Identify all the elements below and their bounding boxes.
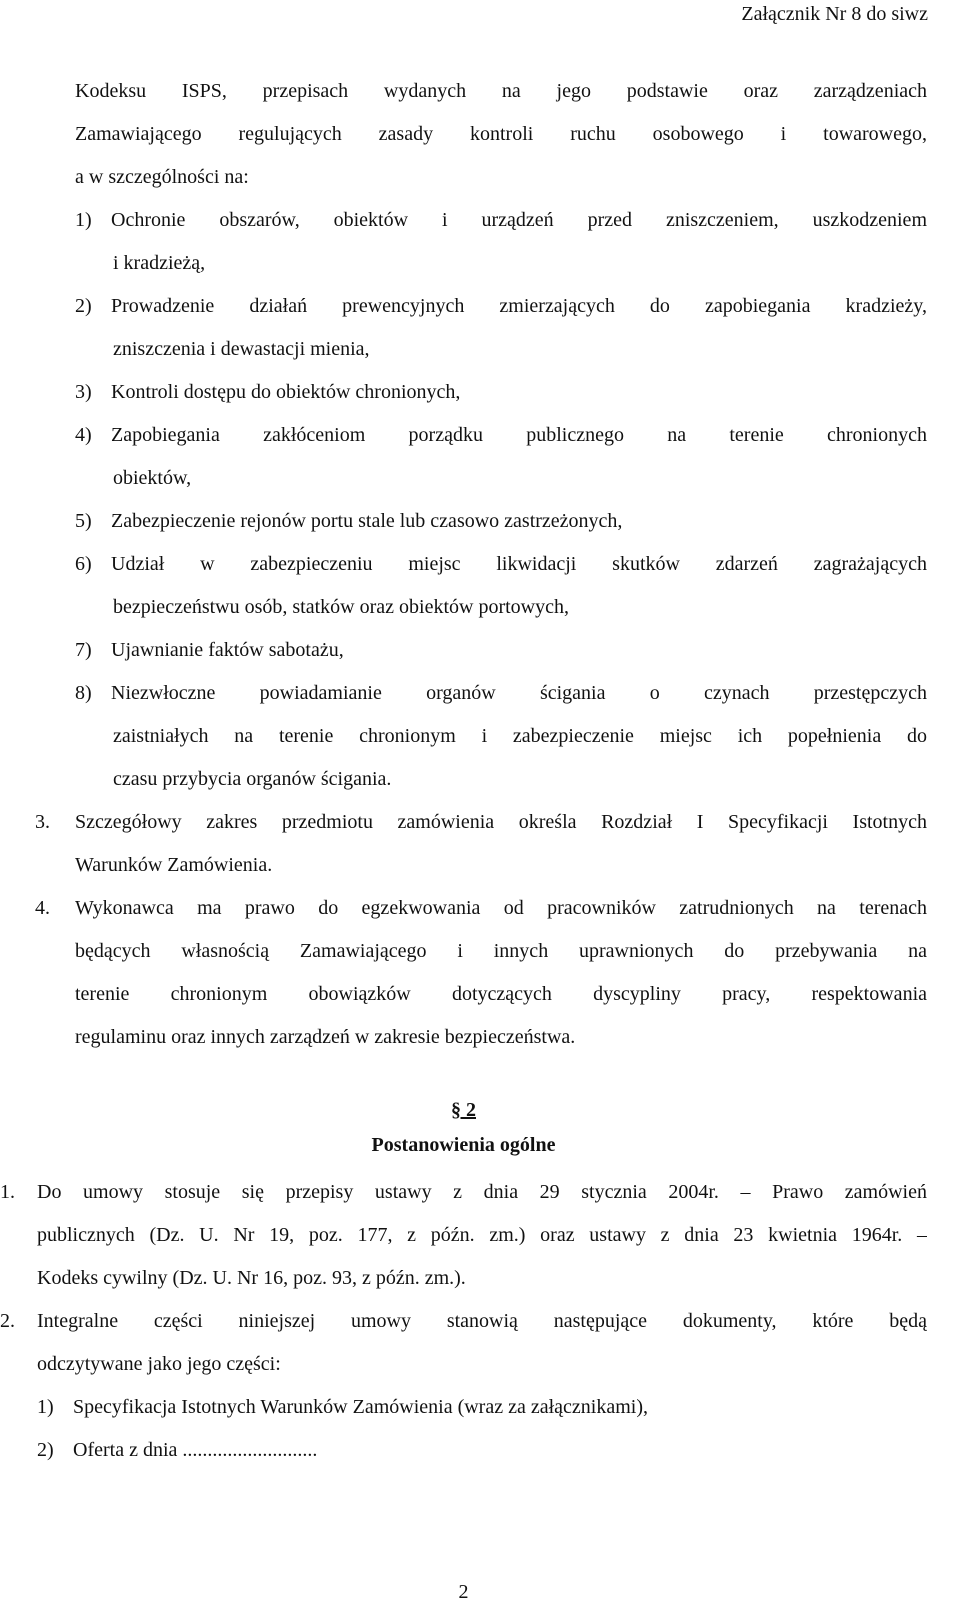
paragraph-continuation: Warunków Zamówienia. (75, 854, 273, 876)
duty-text: Prowadzenie działań prewencyjnych zmierzających do zapobiegania kradzieży, (111, 295, 927, 317)
duty-number: 6) (75, 553, 92, 575)
duty-item-2 (75, 285, 927, 328)
section-number: § 2 (451, 1099, 476, 1121)
paragraph-3 (35, 801, 927, 844)
section-spacer (0, 1059, 960, 1093)
duty-item-7 (75, 629, 927, 672)
intro-line-1: Kodeksu ISPS, przepisach wydanych na jego podstawie oraz zarządzeniach (75, 80, 927, 102)
paragraph-text: Wykonawca ma prawo do egzekwowania od pracowników zatrudnionych na terenach (75, 897, 927, 919)
general-text: Integralne części niniejszej umowy stanowią następujące dokumenty, które będą (37, 1310, 927, 1332)
duty-text: Udział w zabezpieczeniu miejsc likwidacji skutków zdarzeń zagrażających (111, 553, 927, 575)
duty-number: 1) (75, 209, 92, 231)
paragraph-number: 4. (35, 897, 50, 919)
duty-text: Ujawnianie faktów sabotażu, (111, 639, 344, 661)
intro-line-3: a w szczególności na: (75, 166, 249, 188)
paragraph-4 (35, 887, 927, 930)
duty-item-6 (75, 543, 927, 586)
duty-item-3 (75, 371, 927, 414)
duty-number: 3) (75, 381, 92, 403)
general-continuation: odczytywane jako jego części: (37, 1353, 281, 1375)
duty-number: 4) (75, 424, 92, 446)
duty-item-5 (75, 500, 927, 543)
general-continuation: publicznych (Dz. U. Nr 19, poz. 177, z późn. zm.) oraz ustawy z dnia 23 kwietnia 1964r. – (37, 1224, 927, 1246)
general-item-1 (0, 1171, 927, 1214)
document-text: Specyfikacja Istotnych Warunków Zamówienia (wraz za załącznikami), (73, 1396, 648, 1418)
paragraph-text: Szczegółowy zakres przedmiotu zamówienia określa Rozdział I Specyfikacji Istotnych (75, 811, 927, 833)
duty-continuation: bezpieczeństwu osób, statków oraz obiektów portowych, (113, 596, 569, 618)
duty-text: Ochronie obszarów, obiektów i urządzeń przed zniszczeniem, uszkodzeniem (111, 209, 927, 231)
document-item-2 (37, 1429, 927, 1472)
section-sign (0, 1093, 927, 1127)
duty-item-4 (75, 414, 927, 457)
general-number: 2. (0, 1310, 15, 1332)
duty-number: 7) (75, 639, 92, 661)
paragraph-continuation: będących własnością Zamawiającego i innych uprawnionych do przebywania na (75, 940, 927, 962)
general-number: 1. (0, 1181, 15, 1203)
duty-continuation: czasu przybycia organów ścigania. (113, 768, 392, 790)
document-number: 2) (37, 1439, 54, 1461)
duty-continuation: zniszczenia i dewastacji mienia, (113, 338, 370, 360)
paragraph-number: 3. (35, 811, 50, 833)
general-text: Do umowy stosuje się przepisy ustawy z dnia 29 stycznia 2004r. – Prawo zamówień (37, 1181, 927, 1203)
attachment-header: Załącznik Nr 8 do siwz (741, 3, 928, 25)
paragraph-continuation: terenie chronionym obowiązków dotyczących dyscypliny pracy, respektowania (75, 983, 927, 1005)
general-item-2 (0, 1300, 927, 1343)
document-number: 1) (37, 1396, 54, 1418)
duty-text: Kontroli dostępu do obiektów chronionych, (111, 381, 461, 403)
duty-text: Niezwłoczne powiadamianie organów ścigania o czynach przestępczych (111, 682, 927, 704)
duty-number: 8) (75, 682, 92, 704)
duty-continuation: i kradzieżą, (113, 252, 206, 274)
duty-text: Zapobiegania zakłóceniom porządku publicznego na terenie chronionych (111, 424, 927, 446)
duty-number: 5) (75, 510, 92, 532)
duty-continuation: obiektów, (113, 467, 192, 489)
duty-text: Zabezpieczenie rejonów portu stale lub czasowo zastrzeżonych, (111, 510, 623, 532)
duty-number: 2) (75, 295, 92, 317)
duty-continuation: zaistniałych na terenie chronionym i zabezpieczenie miejsc ich popełnienia do (113, 725, 927, 747)
duty-item-1 (75, 199, 927, 242)
document-body (0, 70, 960, 1472)
intro-line-2: Zamawiającego regulujących zasady kontroli ruchu osobowego i towarowego, (75, 123, 927, 145)
page-number: 2 (458, 1581, 469, 1603)
document-text: Oferta z dnia ........................... (73, 1439, 318, 1461)
document-item-1 (37, 1386, 927, 1429)
paragraph-continuation: regulaminu oraz innych zarządzeń w zakresie bezpieczeństwa. (75, 1026, 576, 1048)
duty-item-8 (75, 672, 927, 715)
section-title: Postanowienia ogólne (371, 1134, 556, 1156)
general-continuation: Kodeks cywilny (Dz. U. Nr 16, poz. 93, z późn. zm.). (37, 1267, 466, 1289)
